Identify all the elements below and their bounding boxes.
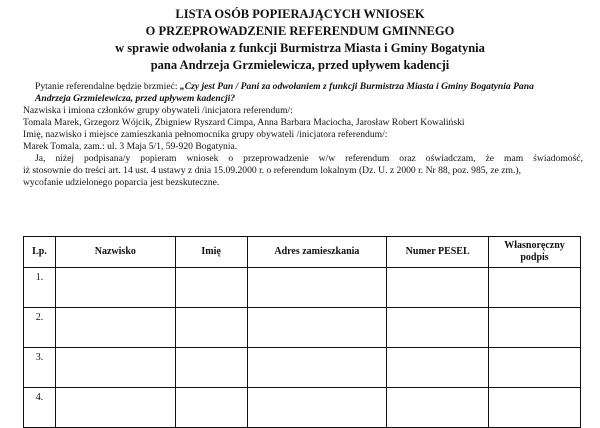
header-name: Imię xyxy=(175,237,247,268)
table-row xyxy=(24,388,581,428)
declaration-line-2: iż stosownie do treści art. 14 ust. 4 ustawy z dnia 15.09.2000 r. o referendum lokalnym (Dz. U. z 2000 r. Nr 88, poz. 985, ze zm.), xyxy=(23,165,521,176)
initiators-label: Nazwiska i imiona członków grupy obywateli /inicjatora referendum/: xyxy=(23,105,293,116)
document-page xyxy=(0,6,600,406)
table-row xyxy=(24,308,581,348)
table-row xyxy=(24,348,581,388)
header-signature-line-1: Własnoręczny xyxy=(504,240,565,251)
address-cell[interactable] xyxy=(247,268,387,308)
document-title xyxy=(0,6,600,74)
representative-value: Marek Tomala, zam.: ul. 3 Maja 5/1, 59-920 Bogatynia. xyxy=(23,141,238,152)
name-cell[interactable] xyxy=(175,348,247,388)
title-line-2: O PRZEPROWADZENIE REFERENDUM GMINNEGO xyxy=(145,24,455,38)
surname-cell[interactable] xyxy=(55,348,175,388)
title-line-4: pana Andrzeja Grzmielewicza, przed upływem kadencji xyxy=(150,58,450,72)
header-address: Adres zamieszkania xyxy=(247,237,387,268)
signature-table xyxy=(23,236,581,428)
question-text-part-2: Andrzeja Grzmielewicza, przed upływem kadencji? xyxy=(35,93,236,104)
title-line-1: LISTA OSÓB POPIERAJĄCYCH WNIOSEK xyxy=(175,7,425,21)
surname-cell[interactable] xyxy=(55,308,175,348)
surname-cell[interactable] xyxy=(55,268,175,308)
row-number: 1. xyxy=(24,268,56,308)
address-cell[interactable] xyxy=(247,348,387,388)
header-surname: Nazwisko xyxy=(55,237,175,268)
signature-cell[interactable] xyxy=(489,268,581,308)
header-signature xyxy=(489,237,581,268)
pesel-cell[interactable] xyxy=(387,308,489,348)
representative-label: Imię, nazwisko i miejsce zamieszkania pełnomocnika grupy obywateli /inicjatora referendum/: xyxy=(23,129,388,140)
declaration-line-1: Ja, niżej podpisana/y popieram wniosek o przeprowadzenie w/w referendum oraz oświadczam, że mam świadomość, xyxy=(35,153,583,164)
name-cell[interactable] xyxy=(175,388,247,428)
question-label: Pytanie referendalne będzie brzmieć: xyxy=(35,81,180,92)
header-lp: Lp. xyxy=(24,237,56,268)
signature-cell[interactable] xyxy=(489,308,581,348)
pesel-cell[interactable] xyxy=(387,388,489,428)
question-line-2 xyxy=(23,93,583,105)
declaration-line-3: wycofanie udzielonego poparcia jest bezskuteczne. xyxy=(23,177,220,188)
question-text-part-1: „Czy jest Pan / Pani za odwołaniem z funkcji Burmistrza Miasta i Gminy Bogatynia Pana xyxy=(179,81,534,92)
surname-cell[interactable] xyxy=(55,388,175,428)
name-cell[interactable] xyxy=(175,308,247,348)
pesel-cell[interactable] xyxy=(387,348,489,388)
pesel-cell[interactable] xyxy=(387,268,489,308)
initiators-names: Tomala Marek, Grzegorz Wójcik, Zbigniew Ryszard Cimpa, Anna Barbara Maciocha, Jarosław Robert Kowaliński xyxy=(23,117,465,128)
title-line-3: w sprawie odwołania z funkcji Burmistrza Miasta i Gminy Bogatynia xyxy=(115,41,485,55)
address-cell[interactable] xyxy=(247,388,387,428)
signature-cell[interactable] xyxy=(489,348,581,388)
address-cell[interactable] xyxy=(247,308,387,348)
document-body xyxy=(23,81,583,189)
header-signature-line-2: podpis xyxy=(520,252,549,263)
row-number: 3. xyxy=(24,348,56,388)
name-cell[interactable] xyxy=(175,268,247,308)
table-header-row xyxy=(24,237,581,268)
table-row xyxy=(24,268,581,308)
signature-cell[interactable] xyxy=(489,388,581,428)
row-number: 2. xyxy=(24,308,56,348)
row-number: 4. xyxy=(24,388,56,428)
question-line-1 xyxy=(23,81,583,93)
header-pesel: Numer PESEL xyxy=(387,237,489,268)
